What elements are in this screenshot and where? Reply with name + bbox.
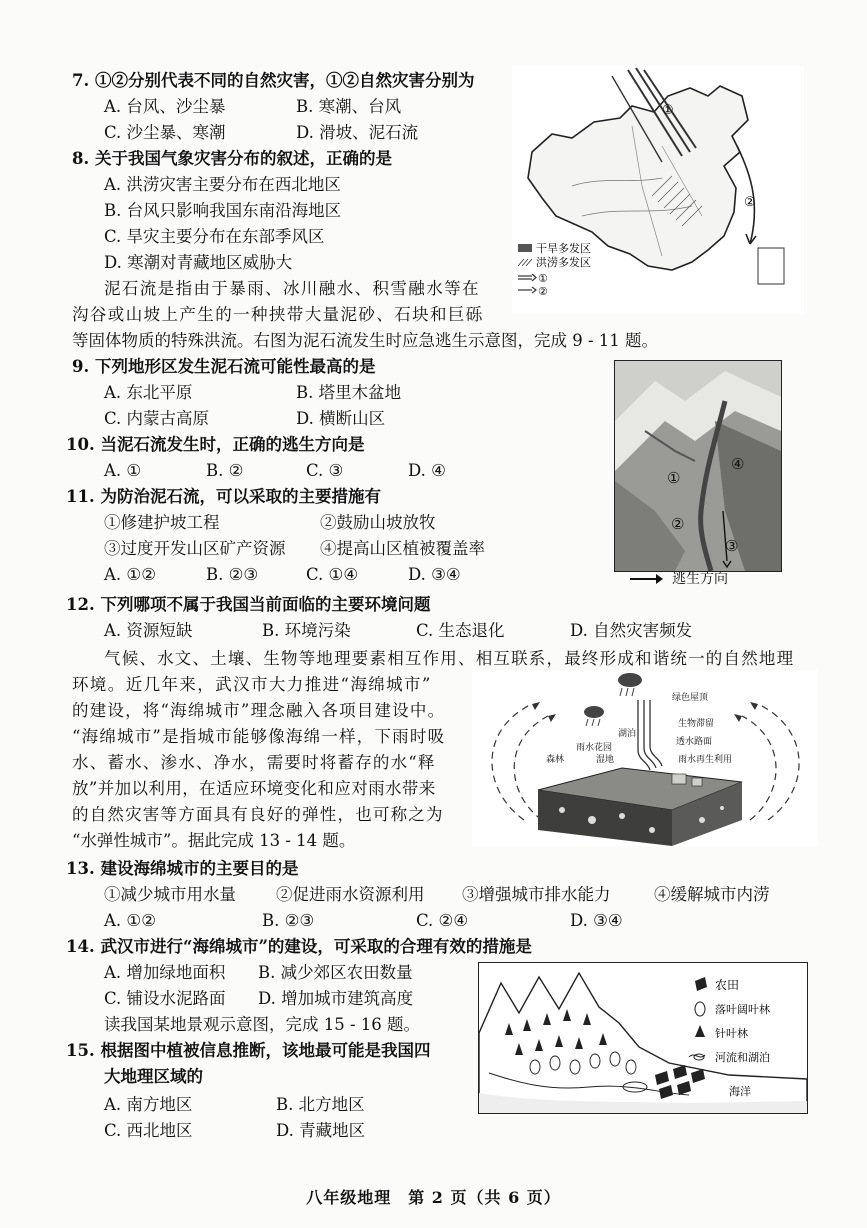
- q13-option-a: A. ①②: [104, 911, 156, 930]
- label-forest: 森林: [546, 755, 565, 765]
- q7-option-a: A. 台风、沙尘暴: [104, 97, 226, 116]
- legend-conifer-swatch: [695, 1025, 705, 1037]
- legend-river: 河流和湖泊: [715, 1051, 770, 1064]
- legend-arrow-2: [518, 287, 536, 293]
- legend-deciduous-swatch: [695, 1002, 705, 1016]
- q14-option-b: B. 减少郊区农田数量: [258, 963, 413, 982]
- q15-option-d: D. 青藏地区: [276, 1121, 366, 1140]
- label-bioretention: 生物滞留: [678, 719, 715, 729]
- q12-option-c: C. 生态退化: [416, 621, 505, 640]
- q13-choice-4: ④缓解城市内涝: [654, 885, 770, 904]
- label-green-roof: 绿色屋顶: [672, 693, 709, 703]
- q13-choice-2: ②促进雨水资源利用: [276, 885, 425, 904]
- legend-arrow-1: [518, 274, 536, 281]
- legend-label-1: ①: [538, 272, 548, 285]
- escape-marker-3: ③: [725, 537, 739, 555]
- q8-option-c: C. 旱灾主要分布在东部季风区: [104, 227, 325, 246]
- q7-option-c: C. 沙尘暴、寒潮: [104, 123, 226, 142]
- legend-deciduous: 落叶阔叶林: [715, 1003, 770, 1016]
- landscape-figure: [478, 962, 808, 1114]
- escape-marker-2: ②: [671, 515, 685, 533]
- q9-option-c: C. 内蒙古高原: [104, 409, 210, 428]
- q13-choice-3: ③增强城市排水能力: [462, 885, 611, 904]
- legend-drought: 干旱多发区: [536, 242, 591, 255]
- q15-option-b: B. 北方地区: [276, 1095, 365, 1114]
- q14-option-a: A. 增加绿地面积: [104, 963, 226, 982]
- q12-option-b: B. 环境污染: [262, 621, 351, 640]
- q13-choice-1: ①减少城市用水量: [104, 885, 236, 904]
- legend-flood: 洪涝多发区: [536, 256, 591, 269]
- escape-legend-arrowhead: [656, 574, 663, 584]
- q8-option-a: A. 洪涝灾害主要分布在西北地区: [104, 175, 341, 194]
- q11-choice-4: ④提高山区植被覆盖率: [320, 539, 485, 558]
- intro-13-14-line1: 气候、水文、土壤、生物等地理要素相互作用、相互联系，最终形成和谐统一的自然地理: [104, 649, 795, 668]
- label-wetland: 湿地: [596, 755, 615, 765]
- q8-option-d: D. 寒潮对青藏地区威胁大: [104, 253, 293, 272]
- label-rainwater-reuse: 雨水再生利用: [678, 755, 733, 765]
- label-sea: 海洋: [729, 1085, 751, 1098]
- legend-label-2: ②: [538, 285, 548, 298]
- q10-option-d: D. ④: [408, 461, 446, 480]
- q7-option-d: D. 滑坡、泥石流: [296, 123, 419, 142]
- label-permeable-pavement: 透水路面: [676, 737, 713, 747]
- escape-marker-4: ④: [731, 455, 745, 473]
- q11-choice-3: ③过度开发山区矿产资源: [104, 539, 286, 558]
- intro-15-16: 读我国某地景观示意图，完成 15 - 16 题。: [104, 1015, 421, 1034]
- q13-option-b: B. ②③: [262, 911, 315, 930]
- q7-stem: 7. ①②分别代表不同的自然灾害，①②自然灾害分别为: [72, 71, 475, 90]
- q12-stem: 12. 下列哪项不属于我国当前面临的主要环境问题: [66, 595, 431, 614]
- q11-option-c: C. ①④: [306, 565, 359, 584]
- q12-option-d: D. 自然灾害频发: [570, 621, 693, 640]
- intro-9-11-line3: 等固体物质的特殊洪流。右图为泥石流发生时应急逃生示意图，完成 9 - 11 题。: [72, 331, 659, 350]
- q11-stem: 11. 为防治泥石流，可以采取的主要措施有: [66, 487, 381, 506]
- q7-option-b: B. 寒潮、台风: [296, 97, 402, 116]
- page-footer: 八年级地理 第 2 页（共 6 页）: [306, 1188, 561, 1207]
- q15-option-a: A. 南方地区: [104, 1095, 193, 1114]
- q11-option-a: A. ①②: [104, 565, 156, 584]
- china-disaster-map: [512, 66, 804, 314]
- q11-choice-1: ①修建护坡工程: [104, 513, 220, 532]
- legend-farmland-swatch: [695, 977, 707, 991]
- q13-stem: 13. 建设海绵城市的主要目的是: [66, 859, 299, 878]
- q15-option-c: C. 西北地区: [104, 1121, 193, 1140]
- q8-option-b: B. 台风只影响我国东南沿海地区: [104, 201, 342, 220]
- q14-option-d: D. 增加城市建筑高度: [258, 989, 414, 1008]
- q14-option-c: C. 铺设水泥路面: [104, 989, 226, 1008]
- debris-flow-escape-figure: [614, 360, 782, 572]
- legend-conifer: 针叶林: [715, 1027, 748, 1040]
- intro-13-14-line2: 环境。近几年来，武汉市大力推进“海绵城市”: [72, 675, 432, 694]
- q11-option-b: B. ②③: [206, 565, 259, 584]
- escape-marker-1: ①: [667, 469, 681, 487]
- q15-stem-line1: 15. 根据图中植被信息推断，该地最可能是我国四: [66, 1041, 431, 1060]
- legend-flood-swatch: [518, 259, 532, 266]
- escape-legend-label: 逃生方向: [672, 571, 728, 587]
- intro-13-14-line5: 水、蓄水、渗水、净水，需要时将蓄存的水“释: [72, 753, 436, 772]
- label-lake: 湖泊: [618, 729, 637, 739]
- q10-option-b: B. ②: [206, 461, 244, 480]
- map-marker-1: ①: [662, 103, 674, 118]
- q9-option-d: D. 横断山区: [296, 409, 386, 428]
- intro-9-11-line1: 泥石流是指由于暴雨、冰川融水、积雪融水等在: [104, 279, 480, 298]
- q10-option-c: C. ③: [306, 461, 344, 480]
- q8-stem: 8. 关于我国气象灾害分布的叙述，正确的是: [72, 149, 392, 168]
- intro-13-14-line8: “水弹性城市”。据此完成 13 - 14 题。: [72, 831, 356, 850]
- q11-choice-2: ②鼓励山坡放牧: [320, 513, 436, 532]
- label-rain-garden: 雨水花园: [576, 743, 613, 753]
- q11-option-d: D. ③④: [408, 565, 461, 584]
- q14-stem: 14. 武汉市进行“海绵城市”的建设，可采取的合理有效的措施是: [66, 937, 532, 956]
- intro-13-14-line6: 放”并加以利用，在适应环境变化和应对雨水带来: [72, 779, 436, 798]
- q13-option-d: D. ③④: [570, 911, 623, 930]
- q10-stem: 10. 当泥石流发生时，正确的逃生方向是: [66, 435, 365, 454]
- q15-stem-line2: 大地理区域的: [104, 1067, 203, 1086]
- q9-option-a: A. 东北平原: [104, 383, 193, 402]
- q13-option-c: C. ②④: [416, 911, 469, 930]
- q10-option-a: A. ①: [104, 461, 142, 480]
- q9-option-b: B. 塔里木盆地: [296, 383, 402, 402]
- intro-9-11-line2: 沟谷或山坡上产生的一种挟带大量泥砂、石块和巨砾: [72, 305, 484, 324]
- intro-13-14-line7: 的自然灾害等方面具有良好的弹性，也可称之为: [72, 805, 444, 824]
- intro-13-14-line4: “海绵城市”是指城市能够像海绵一样，下雨时吸: [72, 727, 446, 746]
- map-marker-2: ②: [744, 195, 756, 210]
- q9-stem: 9. 下列地形区发生泥石流可能性最高的是: [72, 357, 376, 376]
- intro-13-14-line3: 的建设，将“海绵城市”理念融入各项目建设中。: [72, 701, 446, 720]
- legend-farmland: 农田: [715, 978, 740, 992]
- legend-drought-swatch: [518, 244, 532, 252]
- q12-option-a: A. 资源短缺: [104, 621, 193, 640]
- sponge-city-figure: [472, 670, 818, 846]
